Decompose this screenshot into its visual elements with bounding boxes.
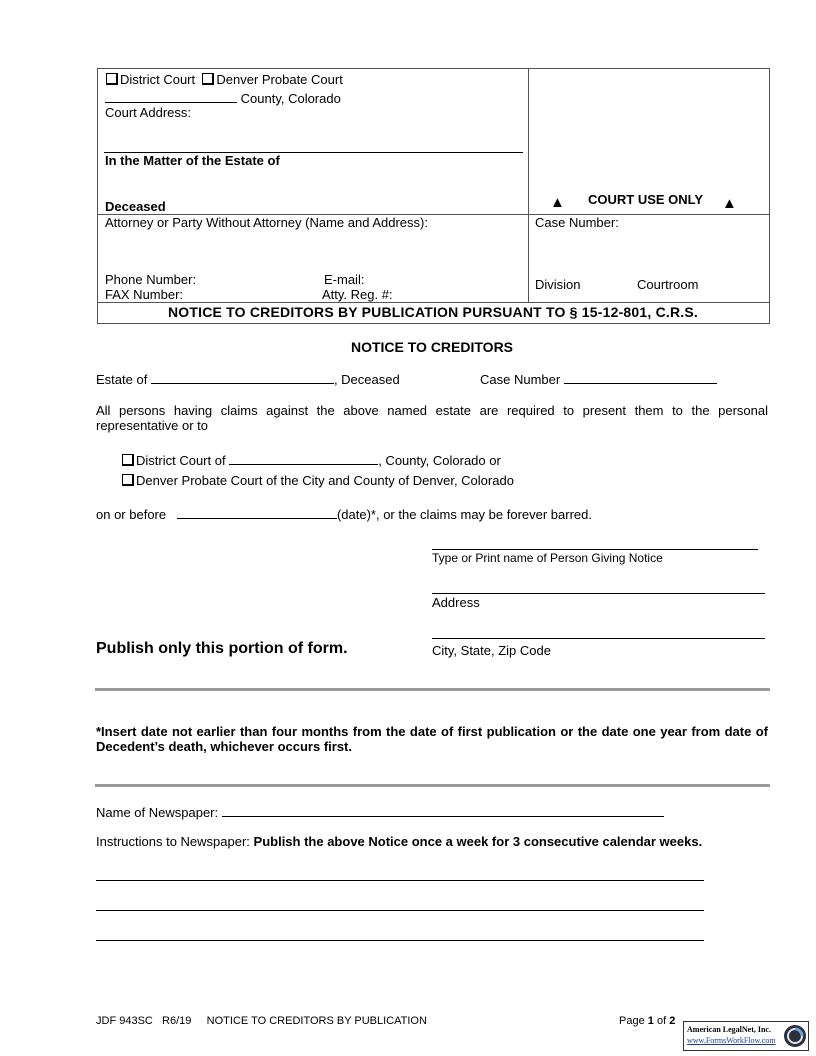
notice-case-number-label: Case Number [480,372,561,387]
publish-only-note: Publish only this portion of form. [96,640,348,657]
fax-label: FAX Number: [105,287,184,302]
page-current: 1 [647,1015,654,1027]
section-separator-1 [95,688,770,691]
signer-address-label: Address [432,595,480,610]
deceased-label: Deceased [105,199,166,214]
footer-revision: R6/19 [162,1015,192,1027]
logo-url: www.FormsWorkFlow.com [687,1036,776,1045]
newspaper-name-field[interactable] [222,804,664,817]
instructions-extra-line-2[interactable] [96,910,704,911]
phone-label: Phone Number: [105,272,197,287]
on-or-before-label: on or before [96,507,167,522]
notice-heading: NOTICE TO CREDITORS [350,339,514,355]
page-total: 2 [669,1015,676,1027]
up-arrow-left-icon: ▲ [550,194,565,211]
email-label: E-mail: [324,272,365,287]
signer-name-line[interactable] [432,549,758,550]
attorney-label: Attorney or Party Without Attorney (Name and Address): [105,215,428,230]
instructions-label: Instructions to Newspaper: [96,834,250,849]
county-field[interactable] [105,90,237,103]
deceased-suffix: , Deceased [333,372,400,387]
estate-of-label: Estate of [96,372,148,387]
denver-probate-checkbox[interactable] [202,73,214,85]
district-court-label: District Court [120,72,196,87]
newspaper-instructions-line [96,834,702,849]
district-option-suffix: , County, Colorado or [378,453,501,468]
denver-option-line [122,473,514,488]
county-label: County, Colorado [240,91,341,106]
section-separator-2 [95,784,770,787]
district-county-field[interactable] [229,452,378,465]
district-option-line [122,452,501,468]
estate-name-field[interactable] [151,371,334,384]
newspaper-name-line [96,804,664,820]
court-use-only-label: COURT USE ONLY [588,192,704,207]
footer-page-number [619,1015,675,1027]
deadline-date-field[interactable] [177,506,337,519]
division-label: Division [535,277,581,292]
footer-form-info [96,1015,427,1027]
footer-form-name: NOTICE TO CREDITORS BY PUBLICATION [206,1015,427,1027]
footer-form-code: JDF 943SC [96,1015,153,1027]
signer-address-line[interactable] [432,593,765,594]
notice-case-line [480,371,717,387]
newspaper-name-label: Name of Newspaper: [96,805,219,820]
caption-title-divider [97,302,769,303]
district-court-of-checkbox[interactable] [122,454,134,466]
district-court-checkbox[interactable] [106,73,118,85]
deadline-suffix: (date)*, or the claims may be forever barred. [336,507,593,522]
form-title: NOTICE TO CREDITORS BY PUBLICATION PURSUANT TO § 15-12-801, C.R.S. [168,304,698,320]
signer-city-label: City, State, Zip Code [432,643,551,658]
page-label: Page [619,1015,645,1027]
denver-probate-court-label: Denver Probate Court of the City and County of Denver, Colorado [136,473,514,488]
logo-emblem-icon [783,1024,807,1048]
instructions-text: Publish the above Notice once a week for 3 consecutive calendar weeks. [253,834,703,849]
logo-company-name: American LegalNet, Inc. [687,1025,771,1034]
court-address-label: Court Address: [105,105,191,120]
district-court-of-label: District Court of [136,453,226,468]
signer-city-line[interactable] [432,638,765,639]
deadline-line [96,506,592,522]
signer-name-label: Type or Print name of Person Giving Notice [432,551,663,565]
courtroom-label: Courtroom [637,277,699,292]
case-number-label: Case Number: [535,215,619,230]
page-of: of [656,1015,667,1027]
notice-case-number-field[interactable] [564,371,717,384]
court-options-line [106,72,343,87]
instructions-extra-line-1[interactable] [96,880,704,881]
denver-probate-label: Denver Probate Court [216,72,343,87]
instructions-extra-line-3[interactable] [96,940,704,941]
estate-matter-label: In the Matter of the Estate of [105,153,280,168]
footnote-text: *Insert date not earlier than four months from the date of first publication or the date one year from date of Decedent’s death, whichever occurs first. [96,724,768,754]
denver-probate-court-checkbox[interactable] [122,474,134,486]
up-arrow-right-icon: ▲ [722,195,737,212]
american-legalnet-logo[interactable] [683,1021,809,1051]
atty-reg-label: Atty. Reg. #: [322,287,393,302]
notice-body-text: All persons having claims against the above named estate are required to present them to the personal representative or to [96,403,768,433]
county-line [105,90,341,106]
estate-line [96,371,400,387]
caption-divider [528,68,529,302]
